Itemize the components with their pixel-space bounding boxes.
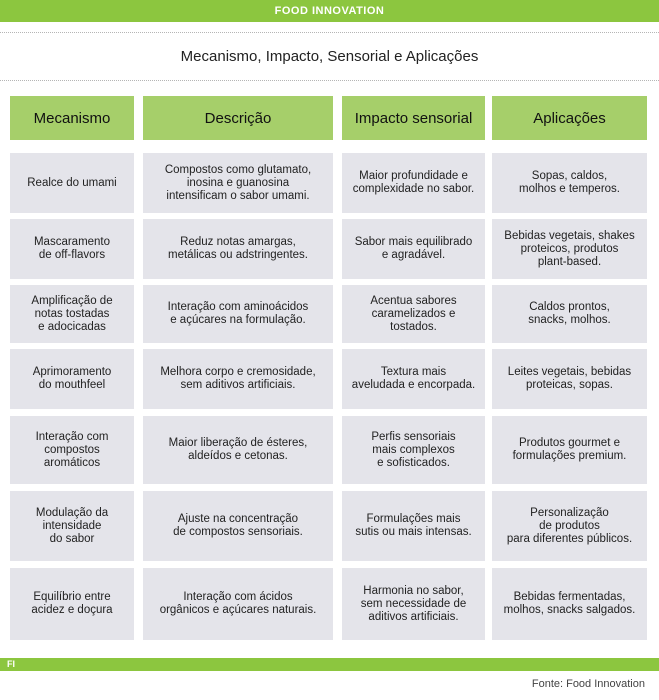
cell-text: Bebidas vegetais, shakes proteicos, produtos plant-based. [504,229,635,268]
cell-text: Interação com ácidos orgânicos e açúcares naturais. [159,591,317,616]
cell-descricao [143,285,333,343]
footer-tag: FI [7,659,15,669]
cell-aplicacoes [492,491,647,561]
cell-text: Maior liberação de ésteres, aldeídos e cetonas. [168,437,308,462]
cell-mecanismo [10,219,134,279]
cell-text: Textura mais aveludada e encorpada. [351,366,476,391]
cell-mecanismo [10,416,134,484]
cell-text: Maior profundidade e complexidade no sabor. [352,170,475,195]
title-rule-bottom [0,80,659,81]
cell-impacto [342,491,485,561]
header-mecanismo: Mecanismo [10,96,134,140]
cell-text: Reduz notas amargas, metálicas ou adstringentes. [168,236,308,261]
cell-mecanismo [10,349,134,409]
cell-mecanismo [10,285,134,343]
page-title: Mecanismo, Impacto, Sensorial e Aplicações [180,48,479,65]
cell-text: Modulação da intensidade do sabor [35,506,109,545]
source-credit: Fonte: Food Innovation [531,678,645,690]
cell-text: Caldos prontos, snacks, molhos. [528,301,611,326]
bottom-banner [0,658,659,671]
cell-aplicacoes [492,285,647,343]
cell-aplicacoes [492,349,647,409]
header-aplicacoes: Aplicações [492,96,647,140]
cell-text: Amplificação de notas tostadas e adocicadas [31,294,113,333]
cell-impacto [342,285,485,343]
cell-text: Compostos como glutamato, inosina e guanosina intensificam o sabor umami. [164,163,312,202]
cell-text: Interação com compostos aromáticos [35,430,109,469]
cell-text: Produtos gourmet e formulações premium. [512,437,627,462]
cell-descricao [143,416,333,484]
cell-text: Formulações mais sutis ou mais intensas. [355,513,472,538]
cell-mecanismo [10,491,134,561]
cell-text: Sopas, caldos, molhos e temperos. [519,170,620,195]
header-descricao: Descrição [143,96,333,140]
brand-label: FOOD INNOVATION [274,5,385,17]
cell-text: Melhora corpo e cremosidade, sem aditivos artificiais. [160,366,316,391]
cell-aplicacoes [492,219,647,279]
cell-aplicacoes [492,416,647,484]
cell-text: Bebidas fermentadas, molhos, snacks salgados. [503,591,636,616]
cell-text: Interação com aminoácidos e açúcares na formulação. [167,301,309,326]
cell-text: Perfis sensoriais mais complexos e sofisticados. [371,430,456,469]
cell-text: Sabor mais equilibrado e agradável. [354,236,473,261]
cell-text: Ajuste na concentração de compostos sensoriais. [173,513,303,538]
cell-text: Acentua sabores caramelizados e tostados. [370,294,457,333]
cell-descricao [143,349,333,409]
cell-text: Harmonia no sabor, sem necessidade de aditivos artificiais. [360,584,467,623]
cell-mecanismo [10,568,134,640]
cell-descricao [143,219,333,279]
cell-text: Equilíbrio entre acidez e doçura [31,591,113,616]
cell-aplicacoes [492,153,647,213]
cell-descricao [143,153,333,213]
cell-impacto [342,568,485,640]
cell-impacto [342,153,485,213]
header-impacto: Impacto sensorial [342,96,485,140]
cell-aplicacoes [492,568,647,640]
top-banner [0,0,659,22]
title-rule-top [0,32,659,33]
cell-text: Leites vegetais, bebidas proteicas, sopas. [507,366,632,391]
cell-descricao [143,491,333,561]
cell-text: Realce do umami [27,176,117,189]
cell-impacto [342,416,485,484]
cell-text: Personalização de produtos para diferentes públicos. [506,506,633,545]
cell-descricao [143,568,333,640]
cell-impacto [342,349,485,409]
cell-text: Aprimoramento do mouthfeel [32,366,112,391]
cell-impacto [342,219,485,279]
cell-mecanismo [10,153,134,213]
cell-text: Mascaramento de off-flavors [33,236,111,261]
